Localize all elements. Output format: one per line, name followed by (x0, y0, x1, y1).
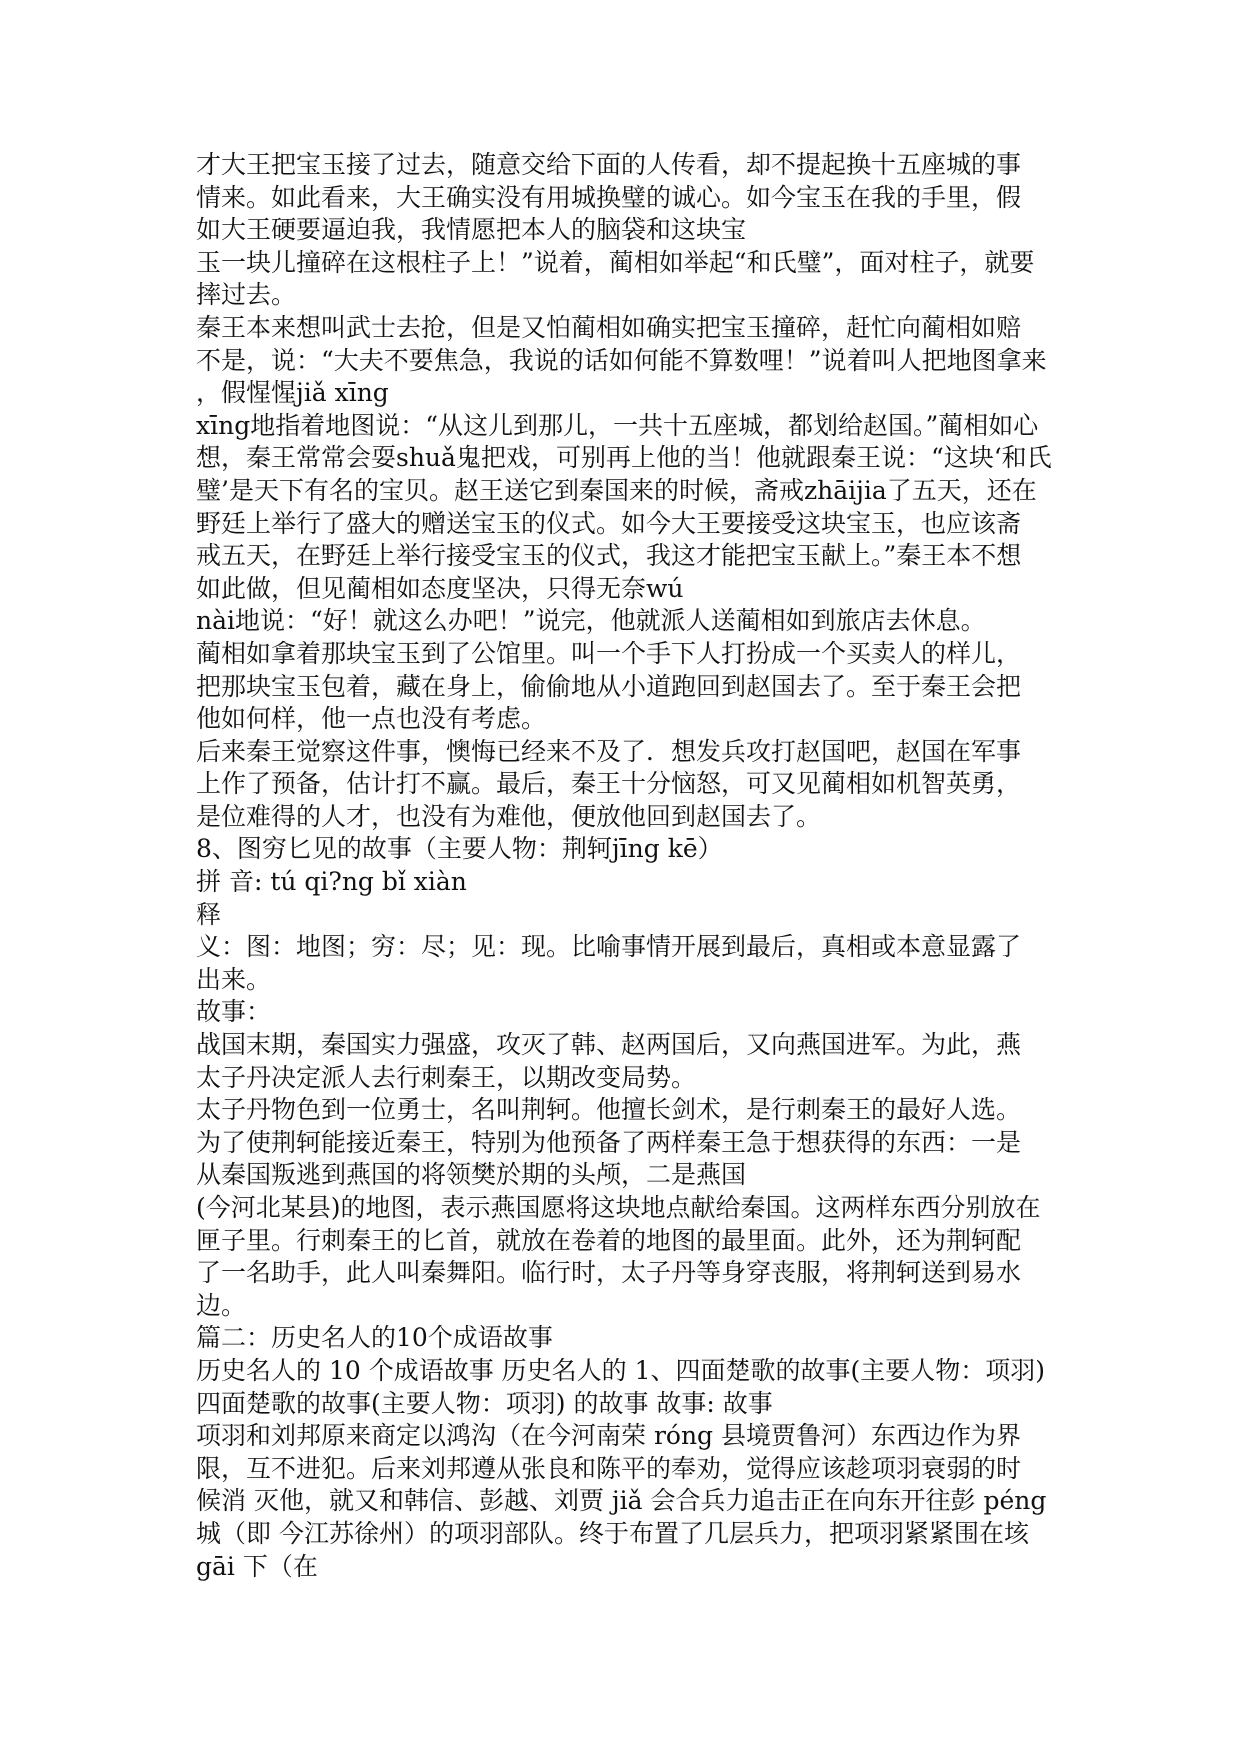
text-line: 秦王本来想叫武士去抢，但是又怕蔺相如确实把宝玉撞碎，赶忙向蔺相如赔 (196, 312, 1022, 342)
text-line: 太子丹物色到一位勇士，名叫荆轲。他擅长剑术，是行刺秦王的最好人选。 (196, 1095, 1022, 1125)
text-line: 摔过去。 (196, 280, 297, 310)
text-line: 他如何样，他一点也没有考虑。 (196, 704, 547, 734)
text-line: 候消 灭他，就又和韩信、彭越、刘贾 jiǎ 会合兵力追击正在向东开往彭 péng (196, 1486, 1047, 1516)
text-line: 玉一块儿撞碎在这根柱子上！”说着，蔺相如举起“和氏璧”，面对柱子，就要 (196, 247, 1035, 277)
text-line: 戒五天，在野廷上举行接受宝玉的仪式，我这才能把宝玉献上。”秦王本不想 (196, 541, 1022, 571)
text-line: 边。 (196, 1290, 247, 1320)
text-line: gāi 下（在 (196, 1551, 318, 1581)
text-line: 历史名人的 10 个成语故事 历史名人的 1、四面楚歌的故事(主要人物：项羽) (196, 1355, 1046, 1385)
text-line: 上作了预备，估计打不赢。最后，秦王十分恼怒，可又见蔺相如机智英勇， (196, 769, 1022, 799)
text-line: 如大王硬要逼迫我，我情愿把本人的脑袋和这块宝 (196, 215, 747, 245)
text-line: 野廷上举行了盛大的赠送宝玉的仪式。如今大王要接受这块宝玉，也应该斋 (196, 508, 1022, 538)
text-line: 项羽和刘邦原来商定以鸿沟（在今河南荣 róng 县境贾鲁河）东西边作为界 (196, 1421, 1022, 1451)
text-line: 为了使荆轲能接近秦王，特别为他预备了两样秦王急于想获得的东西：一是 (196, 1127, 1022, 1157)
section-heading: 篇二：历史名人的10个成语故事 (196, 1323, 553, 1353)
text-line: 后来秦王觉察这件事，懊悔已经来不及了．想发兵攻打赵国吧，赵国在军事 (196, 736, 1022, 766)
text-line: 限，互不进犯。后来刘邦遵从张良和陈平的奉劝，觉得应该趁项羽衰弱的时 (196, 1453, 1022, 1483)
text-line: xīng地指着地图说：“从这儿到那儿，一共十五座城，都划给赵国。”蔺相如心 (196, 410, 1039, 440)
text-line: 拼 音: tú qi?ng bǐ xiàn (196, 867, 467, 897)
text-line: (今河北某县)的地图，表示燕国愿将这块地点献给秦国。这两样东西分别放在 (196, 1193, 1041, 1222)
text-line: 如此做，但见蔺相如态度坚决，只得无奈wú (196, 573, 684, 603)
text-line: nài地说：“好！就这么办吧！”说完，他就派人送蔺相如到旅店去休息。 (196, 606, 986, 636)
section-heading: 8、图穷匕见的故事（主要人物：荆轲jīng kē） (196, 834, 723, 864)
text-line: 四面楚歌的故事(主要人物：项羽) 的故事 故事: 故事 (196, 1388, 773, 1418)
body-text (196, 149, 1056, 1583)
text-line: 不是，说：“大夫不要焦急，我说的话如何能不算数哩！”说着叫人把地图拿来 (196, 345, 1047, 375)
text-line: 城（即 今江苏徐州）的项羽部队。终于布置了几层兵力，把项羽紧紧围在垓 (196, 1518, 1029, 1548)
text-line: 从秦国叛逃到燕国的将领樊於期的头颅，二是燕国 (196, 1160, 747, 1190)
text-line: 太子丹决定派人去行刺秦王，以期改变局势。 (196, 1062, 697, 1092)
text-line: 释 (196, 899, 222, 929)
text-line: 情来。如此看来，大王确实没有用城换璧的诚心。如今宝玉在我的手里，假 (196, 182, 1022, 212)
text-line: 想，秦王常常会耍shuǎ鬼把戏，可别再上他的当！他就跟秦王说：“这块‘和氏 (196, 443, 1052, 473)
text-line: 璧’是天下有名的宝贝。赵王送它到秦国来的时候，斋戒zhāijia了五天，还在 (196, 475, 1037, 505)
text-line: 匣子里。行刺秦王的匕首，就放在卷着的地图的最里面。此外，还为荆轲配 (196, 1225, 1022, 1255)
text-line: 是位难得的人才，也没有为难他，便放他回到赵国去了。 (196, 801, 822, 831)
text-line: 才大王把宝玉接了过去，随意交给下面的人传看，却不提起换十五座城的事 (196, 150, 1022, 179)
text-line: 了一名助手，此人叫秦舞阳。临行时，太子丹等身穿丧服，将荆轲送到易水 (196, 1258, 1022, 1288)
text-line: 蔺相如拿着那块宝玉到了公馆里。叫一个手下人打扮成一个买卖人的样儿， (196, 638, 1022, 668)
text-line: 义：图：地图；穷：尽；见：现。比喻事情开展到最后，真相或本意显露了 (196, 932, 1022, 962)
text-line: 把那块宝玉包着，藏在身上，偷偷地从小道跑回到赵国去了。至于秦王会把 (196, 671, 1022, 701)
text-line: ，假惺惺jiǎ xīng (196, 378, 389, 408)
text-line: 战国末期，秦国实力强盛，攻灭了韩、赵两国后，又向燕国进军。为此，燕 (196, 1030, 1022, 1060)
text-line: 故事： (196, 997, 272, 1027)
text-line: 出来。 (196, 964, 272, 994)
